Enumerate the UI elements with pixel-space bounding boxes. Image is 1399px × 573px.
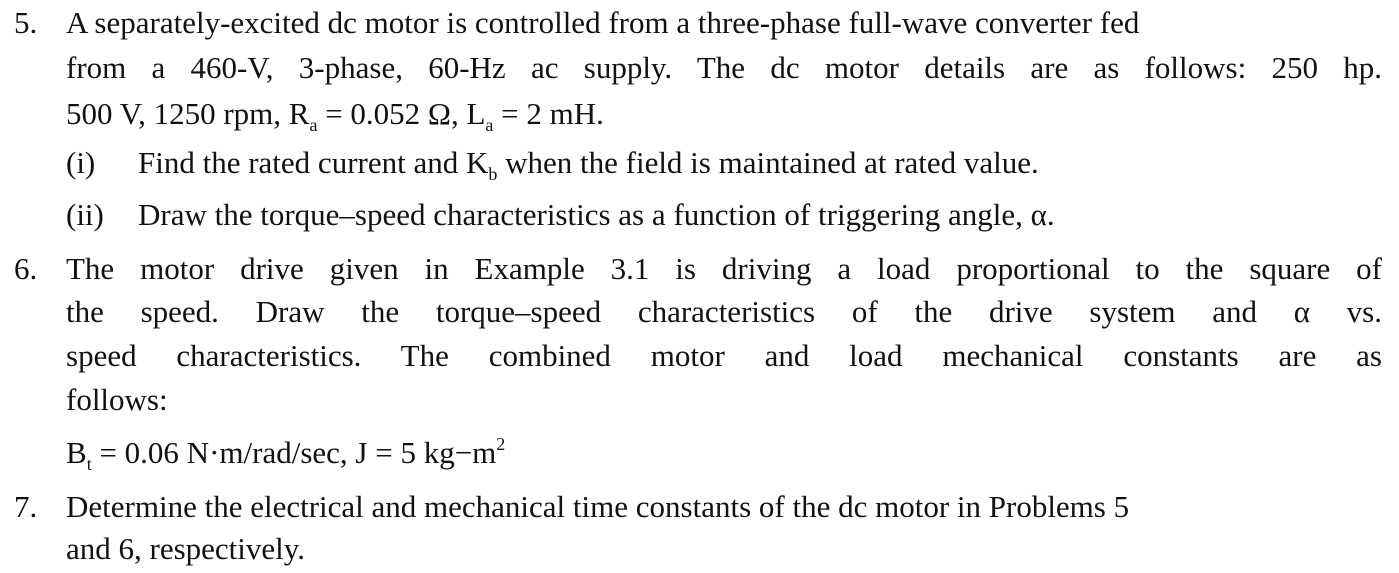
problem-7-line-2: and 6, respectively. <box>66 531 306 566</box>
subscript-b: b <box>488 164 498 184</box>
part-i-text-b: when the field is maintained at rated value. <box>497 145 1039 180</box>
problem-5-line-1: A separately-excited dc motor is controlled from a three-phase full-wave converter fed <box>66 5 1140 40</box>
subscript-a: a <box>309 115 318 135</box>
part-i-label: (i) <box>66 145 96 180</box>
problem-5-line-3-b: = 0.052 Ω, L <box>317 96 486 131</box>
part-ii-text: Draw the torque–speed characteristics as a function of triggering angle, α. <box>138 197 1055 232</box>
problem-7-number: 7. <box>14 489 38 524</box>
problem-5-line-3 <box>66 91 604 136</box>
part-i-text-a: Find the rated current and K <box>138 145 489 180</box>
formula-b: B <box>66 435 87 470</box>
subscript-t: t <box>86 454 92 474</box>
problem-5-line-2: from a 460-V, 3-phase, 60-Hz ac supply. The dc motor details are as follows: 250 hp. <box>66 50 1382 85</box>
part-i-text <box>138 140 1039 185</box>
part-ii-label: (ii) <box>66 197 104 232</box>
problem-5-number: 5. <box>14 5 38 40</box>
problem-6-line-1: The motor drive given in Example 3.1 is driving a load proportional to the square of <box>66 251 1382 286</box>
problem-6-number: 6. <box>14 251 38 286</box>
problem-5-line-3-a: 500 V, 1250 rpm, R <box>66 96 310 131</box>
superscript-2: 2 <box>496 434 506 454</box>
problem-6-formula <box>66 430 505 475</box>
problem-6-line-2: the speed. Draw the torque–speed characteristics of the drive system and α vs. <box>66 294 1382 329</box>
subscript-a: a <box>485 115 494 135</box>
problem-6-line-4: follows: <box>66 382 168 417</box>
problem-6-line-3: speed characteristics. The combined motor and load mechanical constants are as <box>66 338 1382 373</box>
problem-5-line-3-c: = 2 mH. <box>493 96 604 131</box>
formula-rest: = 0.06 N·m/rad/sec, J = 5 kg−m <box>91 435 497 470</box>
problem-7-line-1: Determine the electrical and mechanical time constants of the dc motor in Problems 5 <box>66 489 1130 524</box>
